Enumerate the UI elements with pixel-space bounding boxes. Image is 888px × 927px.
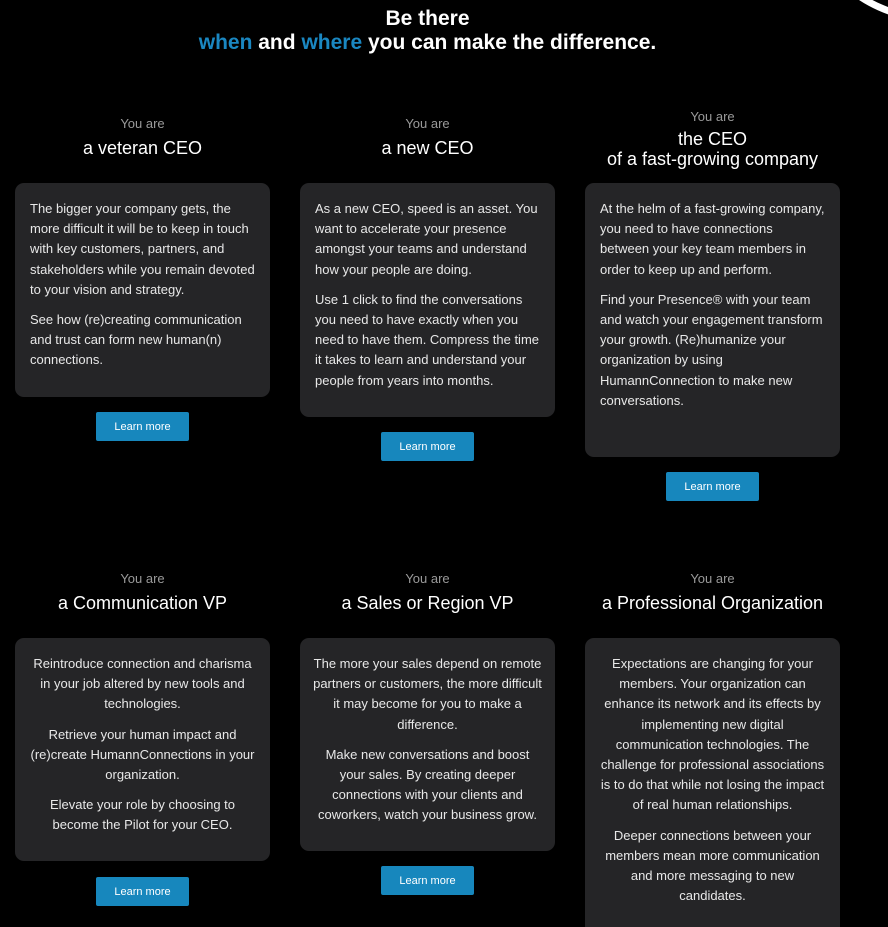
persona-card	[585, 638, 840, 927]
persona-eyebrow: You are	[405, 571, 450, 586]
card-paragraph: The bigger your company gets, the more difficult it will be to keep in touch with key customers, partners, and stakeholders while you remain devoted to your vision and strategy.	[30, 201, 255, 297]
card-paragraph: Find your Presence® with your team and watch your engagement transform your growth. (Re)humanize your organization by using HumannConnection to make new conversations.	[600, 291, 823, 408]
card-paragraph: Make new conversations and boost your sales. By creating deeper connections with your clients and coworkers, watch your business grow.	[318, 746, 537, 823]
persona-title-line-2: of a fast-growing company	[606, 149, 819, 169]
persona-card	[585, 183, 840, 457]
headline-and: and	[258, 31, 296, 54]
card-paragraph: Expectations are changing for your members. Your organization can enhance its network and its effects by implementing new digital communication technologies. The challenge for professional associations is to do that while not losing the impact of real human relationships.	[600, 656, 825, 813]
persona-eyebrow: You are	[690, 571, 735, 586]
persona-veteran-ceo	[15, 116, 270, 433]
persona-eyebrow: You are	[120, 116, 165, 131]
persona-eyebrow: You are	[120, 571, 165, 586]
persona-communication-vp	[15, 571, 270, 898]
card-paragraph: As a new CEO, speed is an asset. You want to accelerate your presence amongst your teams and understand how your people are doing.	[315, 201, 538, 277]
learn-more-button[interactable]: Learn more	[381, 432, 474, 461]
card-paragraph: At the helm of a fast-growing company, you need to have connections between your key team members in order to keep up and perform.	[600, 201, 825, 277]
headline-line-1: Be there	[385, 7, 470, 30]
persona-title: a Professional Organization	[601, 593, 824, 613]
persona-card	[300, 638, 555, 851]
persona-title: a Sales or Region VP	[341, 593, 514, 613]
persona-card	[15, 638, 270, 861]
card-paragraph: The more your sales depend on remote partners or customers, the more difficult it may become for you to make a difference.	[313, 656, 542, 732]
persona-card	[15, 183, 270, 397]
persona-title: a veteran CEO	[82, 138, 203, 158]
card-paragraph: See how (re)creating communication and trust can form new human(n) connections.	[30, 312, 242, 368]
persona-professional-organization	[585, 571, 840, 904]
persona-sales-region-vp	[300, 571, 555, 887]
page-headline	[0, 7, 855, 55]
persona-eyebrow: You are	[690, 109, 735, 124]
persona-title	[585, 129, 840, 169]
persona-new-ceo	[300, 116, 555, 453]
persona-card	[300, 183, 555, 417]
persona-eyebrow: You are	[405, 116, 450, 131]
card-paragraph: Elevate your role by choosing to become the Pilot for your CEO.	[50, 797, 235, 833]
learn-more-button[interactable]: Learn more	[381, 866, 474, 895]
headline-where: where	[301, 31, 363, 54]
card-paragraph: Use 1 click to find the conversations you need to have exactly when you need to have them. Compress the time it takes to learn and understand your people from years into months.	[315, 291, 540, 388]
persona-title: a new CEO	[381, 138, 474, 158]
headline-when: when	[198, 31, 253, 54]
card-paragraph: Deeper connections between your members mean more communication and more messaging to new candidates.	[605, 827, 820, 904]
persona-fast-growing-ceo	[585, 109, 840, 493]
card-paragraph: Reintroduce connection and charisma in your job altered by new tools and technologies.	[33, 656, 252, 712]
persona-title-line-1: the CEO	[677, 129, 748, 149]
headline-rest: you can make the difference.	[367, 31, 657, 54]
persona-title: a Communication VP	[57, 593, 228, 613]
headline-line-2	[0, 31, 855, 55]
card-paragraph: Retrieve your human impact and (re)create HumannConnections in your organization.	[30, 726, 255, 783]
learn-more-button[interactable]: Learn more	[96, 412, 189, 441]
learn-more-button[interactable]: Learn more	[96, 877, 189, 906]
learn-more-button[interactable]: Learn more	[666, 472, 759, 501]
